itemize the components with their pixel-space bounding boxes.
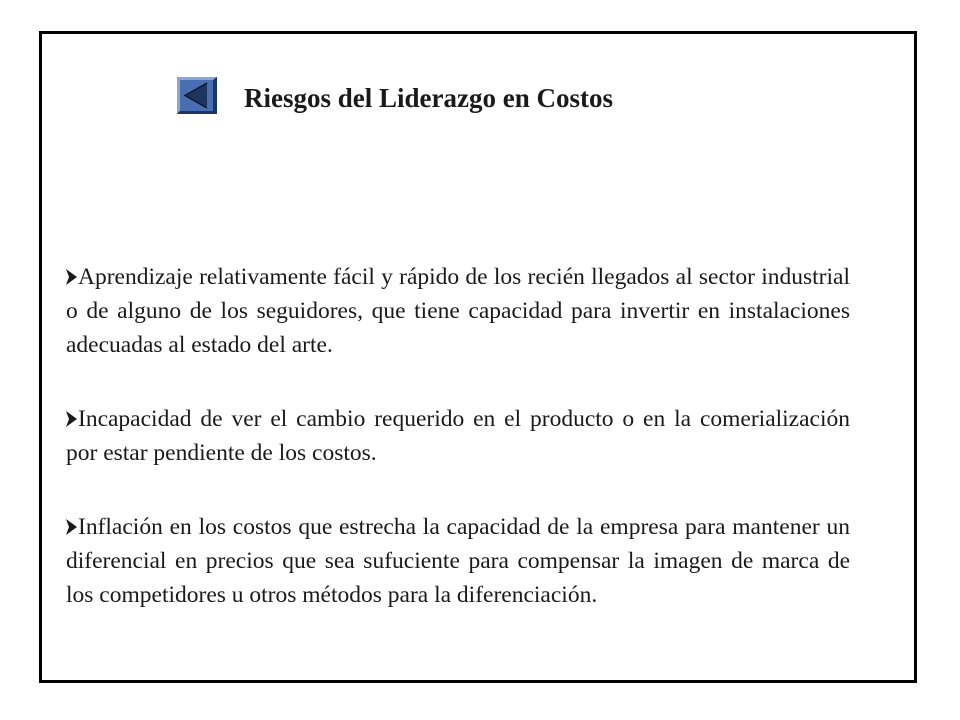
list-item	[66, 260, 850, 362]
slide-title: Riesgos del Liderazgo en Costos	[244, 83, 613, 113]
list-item	[66, 402, 850, 470]
back-button[interactable]	[177, 77, 217, 114]
arrowhead-bullet-icon	[66, 519, 77, 535]
back-triangle-icon	[177, 77, 217, 114]
bullet-text: Incapacidad de ver el cambio requerido en el producto o en la comerialización por estar pendiente de los costos.	[66, 406, 850, 466]
arrowhead-bullet-icon	[66, 269, 77, 285]
list-item	[66, 510, 850, 612]
bullet-list	[66, 260, 850, 612]
bullet-text: Aprendizaje relativamente fácil y rápido de los recién llegados al sector industrial o de alguno de los seguidores, que tiene capacidad para invertir en instalaciones adecuadas al estado del arte.	[66, 264, 850, 358]
arrowhead-bullet-icon	[66, 411, 77, 427]
bullet-text: Inflación en los costos que estrecha la capacidad de la empresa para mantener un diferencial en precios que sea sufuciente para compensar la imagen de marca de los competidores u otros métodos para la diferenciación.	[66, 514, 850, 608]
